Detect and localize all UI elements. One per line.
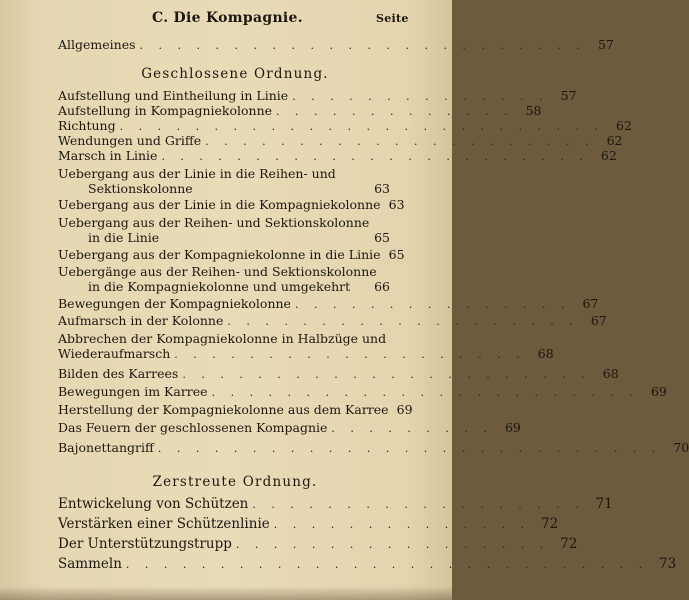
toc-entry-page: 73 (659, 556, 677, 572)
page-column-label: Seite (376, 12, 409, 25)
toc-entry (58, 366, 619, 381)
toc-entry (58, 247, 405, 262)
toc-entry-text: Allgemeines (58, 37, 136, 52)
toc-entry-page: 57 (597, 37, 614, 52)
toc-entry-page: 57 (560, 88, 577, 103)
toc-entry-text: Herstellung der Kompagniekolonne aus dem Karree (58, 402, 389, 417)
leader-dots: . . . . . . . . . . . . . . . . . . . . . . . . (139, 39, 586, 52)
toc-entry-text: Richtung (58, 118, 116, 133)
toc-entry-page: 67 (582, 296, 599, 311)
leader-dots: . . . . . . . . . . . . . . . . . . . . . . (182, 368, 591, 381)
toc-entry (58, 496, 613, 512)
toc-entry-page: 72 (560, 536, 578, 552)
leader-dots: . . . . . . . . . . . . . . . . . . . (174, 348, 526, 361)
toc-entry-page: 70 (673, 440, 689, 455)
toc-entry (58, 313, 607, 328)
toc-entry-text: Aufstellung in Kompagniekolonne (58, 103, 273, 118)
leader-dots: . . . . . . . . . . . . . . (292, 90, 549, 103)
toc-entry (58, 148, 617, 163)
toc-entry (58, 118, 632, 133)
toc-entry-continuation: in die Linie (88, 230, 160, 245)
toc-entry-text: Sammeln (58, 556, 122, 572)
leader-dots: . . . . . . . . . . . . . . . . . . . . . (205, 135, 595, 148)
toc-entry-page: 66 (374, 279, 390, 294)
toc-entry (58, 133, 623, 148)
toc-entry (58, 420, 521, 435)
toc-entry-page: 65 (388, 247, 405, 262)
toc-entry-text: Der Unterstützungstrupp (58, 536, 232, 552)
toc-entry (58, 384, 667, 399)
toc-entry-page: 68 (537, 346, 554, 361)
toc-entry-continuation: Wiederaufmarsch (58, 346, 171, 361)
toc-entry-text: Verstärken einer Schützenlinie (58, 516, 270, 532)
toc-entry-text: Uebergang aus der Kompagniekolonne in die Linie (58, 247, 381, 262)
toc-entry-text: Aufmarsch in der Kolonne (58, 313, 224, 328)
toc-entry-text: Uebergang aus der Linie in die Reihen- und (58, 166, 336, 181)
toc-entry-page: 62 (600, 148, 617, 163)
toc-entry (58, 103, 542, 118)
leader-dots: . . . . . . . . . . . . . . . . . . . . . . . (161, 150, 589, 163)
toc-entry (58, 197, 405, 212)
toc-entry-text: Bewegungen im Karree (58, 384, 208, 399)
toc-entry (58, 37, 614, 52)
toc-entry-page: 69 (396, 402, 413, 417)
toc-entry (58, 402, 413, 417)
leader-dots: . . . . . . . . . . . . . . . . . . . . . . . . . . (119, 120, 604, 133)
toc-entry-text: Uebergang aus der Linie in die Kompagniekolonne (58, 197, 381, 212)
toc-entry-page: 71 (595, 496, 613, 512)
toc-entry-text: Marsch in Linie (58, 148, 158, 163)
leader-dots: . . . . . . . . . . . . . . . . . . (252, 498, 585, 511)
toc-entry-page: 65 (374, 230, 390, 245)
toc-entry-text: Uebergänge aus der Reihen- und Sektionskolonne (58, 264, 377, 279)
toc-entry-text: Bajonettangriff (58, 440, 154, 455)
leader-dots: . . . . . . . . . . . . . . . . . . . . . . . . . . . (157, 442, 662, 455)
leader-dots: . . . . . . . . . . . . . (276, 105, 514, 118)
toc-entry-page: 63 (374, 181, 390, 196)
toc-entry-page: 58 (525, 103, 542, 118)
toc-entry-text: Entwickelung von Schützen (58, 496, 249, 512)
toc-entry (58, 296, 599, 311)
page-header (0, 10, 452, 30)
toc-entry-text: Abbrechen der Kompagniekolonne in Halbzüge und (58, 331, 387, 346)
toc-entry-text: Bewegungen der Kompagniekolonne (58, 296, 291, 311)
toc-entry-page: 67 (590, 313, 607, 328)
toc-entry-text: Wendungen und Griffe (58, 133, 202, 148)
toc-entry-text: Das Feuern der geschlossenen Kompagnie (58, 420, 328, 435)
toc-entry-page: 69 (504, 420, 521, 435)
toc-entry-page: 69 (651, 384, 667, 399)
toc-entry-text: Uebergang aus der Reihen- und Sektionskolonne (58, 215, 370, 230)
toc-entry (58, 516, 559, 532)
toc-entry (58, 88, 577, 103)
toc-entry (58, 556, 677, 572)
toc-entry (58, 215, 390, 245)
toc-entry-page: 63 (388, 197, 405, 212)
leader-dots: . . . . . . . . . . . . . . . . . . . . . . . . . . . . (125, 558, 649, 571)
page-edge-shadow (0, 586, 452, 600)
toc-entry-continuation: in die Kompagniekolonne und umgekehrt (88, 279, 351, 294)
toc-entry-page: 62 (616, 118, 632, 133)
toc-entry-continuation: Sektionskolonne (88, 181, 193, 196)
leader-dots: . . . . . . . . . . . . . . . (294, 298, 571, 311)
toc-entry-text: Bilden des Karrees (58, 366, 179, 381)
toc-entry (58, 264, 390, 294)
leader-dots: . . . . . . . . . (331, 422, 493, 435)
toc-entry (58, 331, 554, 361)
leader-dots: . . . . . . . . . . . . . . . . . (235, 538, 550, 551)
leader-dots: . . . . . . . . . . . . . . (273, 518, 531, 531)
toc-entry-text: Aufstellung und Eintheilung in Linie (58, 88, 289, 103)
toc-entry (58, 536, 578, 552)
toc-entry (58, 166, 390, 196)
toc-entry (58, 440, 689, 455)
leader-dots: . . . . . . . . . . . . . . . . . . . (227, 315, 579, 328)
toc-entry-page: 68 (602, 366, 619, 381)
chapter-title: C. Die Kompagnie. (152, 10, 303, 26)
toc-entry-page: 62 (606, 133, 623, 148)
leader-dots: . . . . . . . . . . . . . . . . . . . . . . . (211, 386, 639, 399)
section-heading-geschlossene: Geschlossene Ordnung. (141, 66, 329, 82)
toc-entry-page: 72 (541, 516, 559, 532)
section-heading-zerstreute: Zerstreute Ordnung. (152, 474, 318, 490)
